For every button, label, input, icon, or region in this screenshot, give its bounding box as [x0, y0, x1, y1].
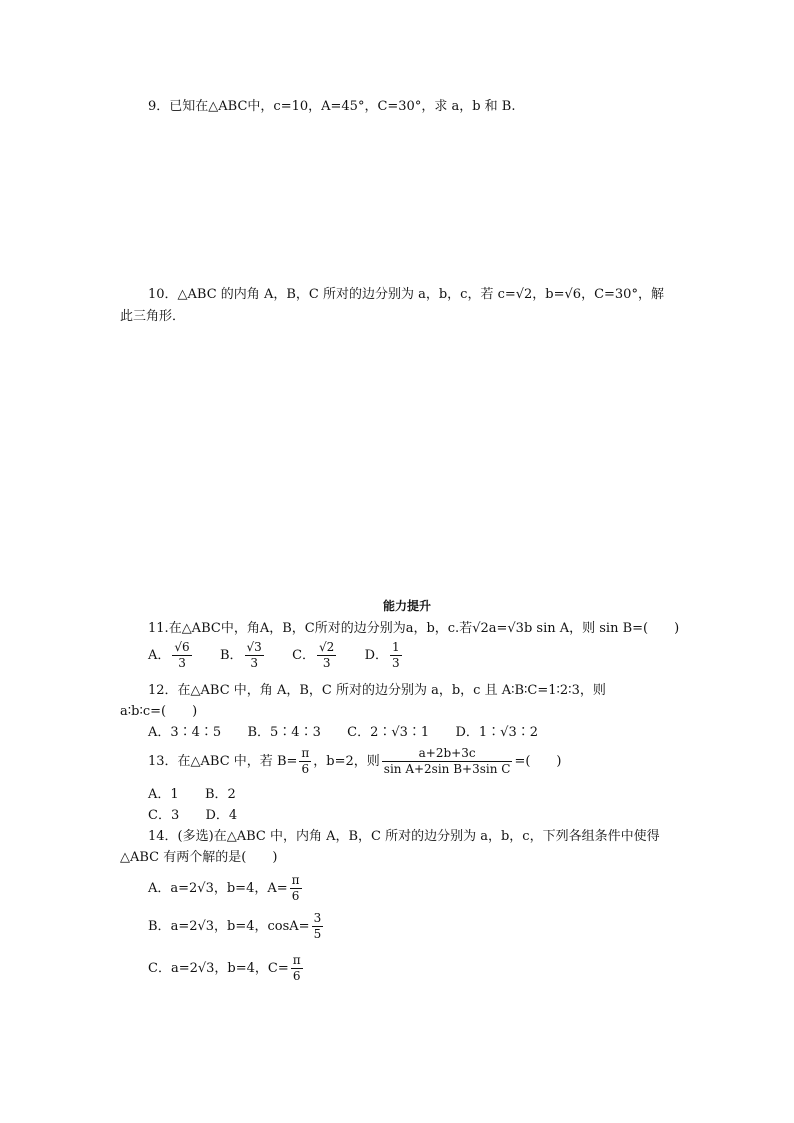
q13-fraction-den: sin A+2sin B+3sin C: [383, 762, 511, 777]
question-9-number: 9．: [148, 99, 170, 114]
q14-option-c-den: 6: [292, 969, 301, 984]
question-13-number: 13．: [148, 754, 178, 770]
q12-option-a[interactable]: A．3∶4∶5: [148, 725, 222, 740]
q11-option-b[interactable]: [219, 640, 270, 671]
q11-option-d[interactable]: [364, 640, 404, 671]
question-13-options-row2: [148, 809, 237, 822]
question-10-number: 10．: [148, 287, 178, 302]
q11-option-b-label: B．: [219, 648, 243, 664]
q11-option-c[interactable]: [292, 640, 342, 671]
q14-option-a-num: π: [290, 874, 302, 889]
q11-option-c-den: 3: [322, 656, 331, 671]
question-10-line2: 此三角形．: [120, 309, 186, 324]
question-14-line2: △ABC 有两个解的是( ): [120, 850, 278, 865]
q12-option-c[interactable]: C．2∶√3∶1: [347, 725, 430, 740]
q12-option-b[interactable]: B．5∶4∶3: [247, 725, 321, 740]
question-12-text: 在△ABC 中，角 A，B，C 所对的边分别为 a，b，c 且 A∶B∶C=1∶2∶3，则: [177, 683, 606, 698]
question-11-number: 11.: [148, 621, 169, 636]
q11-option-d-num: 1: [390, 641, 402, 656]
q13-option-c[interactable]: C．3: [148, 808, 180, 823]
question-14-text: (多选)在△ABC 中，内角 A，B，C 所对的边分别为 a，b，c，下列各组条件中使得: [177, 829, 660, 844]
q14-option-c-num: π: [291, 954, 303, 969]
question-13-stem-pre: 在△ABC 中，若 B=: [177, 754, 298, 770]
question-13-options-row1: [148, 788, 236, 801]
q11-option-c-num: √2: [317, 641, 336, 656]
q11-option-c-label: C．: [292, 648, 316, 664]
question-10-line1: [148, 288, 664, 301]
q14-option-c-label: C．: [148, 961, 171, 977]
q11-option-a[interactable]: [148, 640, 198, 671]
question-13-stem-post: =( ): [514, 754, 562, 770]
question-13: [148, 747, 562, 776]
q11-option-a-num: √6: [172, 641, 191, 656]
q13-option-d[interactable]: D．4: [205, 808, 238, 823]
question-11-stem: 在△ABC中，角A，B，C所对的边分别为a，b，c.若√2a=√3b sin A，则 sin B=( ): [168, 621, 680, 636]
q14-option-b[interactable]: [148, 912, 325, 941]
question-9-text: 已知在△ABC中，c=10，A=45°，C=30°，求 a，b 和 B.: [169, 99, 516, 114]
question-11: [148, 622, 679, 635]
question-14-line1: [148, 830, 660, 843]
q11-option-a-den: 3: [178, 656, 186, 671]
q13-option-a[interactable]: A．1: [148, 787, 179, 802]
q14-option-a-label: A．: [148, 881, 171, 897]
question-12-line2: a∶b∶c=( ): [120, 704, 198, 719]
question-13-stem-mid: ，b=2，则: [313, 754, 380, 770]
q11-option-d-den: 3: [392, 656, 400, 671]
q14-option-a-den: 6: [291, 889, 300, 904]
q11-option-d-label: D．: [364, 648, 389, 664]
q13-B-num: π: [299, 747, 311, 762]
q11-option-b-den: 3: [250, 656, 258, 671]
q14-option-a-text: a=2√3，b=4，A=: [170, 881, 288, 897]
q14-option-a[interactable]: [148, 874, 304, 903]
question-11-options: [148, 641, 404, 670]
question-12-number: 12．: [148, 683, 178, 698]
section-title: 能力提升: [383, 599, 432, 613]
q14-option-b-num: 3: [312, 912, 324, 927]
q12-option-d[interactable]: D．1∶√3∶2: [455, 725, 538, 740]
question-14-number: 14．: [148, 829, 178, 844]
question-12-line1: [148, 684, 606, 697]
q13-B-den: 6: [301, 762, 310, 777]
q14-option-b-text: a=2√3，b=4，cosA=: [170, 919, 310, 935]
q14-option-b-den: 5: [313, 927, 322, 942]
q14-option-c-text: a=2√3，b=4，C=: [170, 961, 289, 977]
q13-fraction-num: a+2b+3c: [382, 747, 513, 762]
question-12-options: [148, 726, 538, 739]
question-10-text: △ABC 的内角 A，B，C 所对的边分别为 a，b，c，若 c=√2，b=√6，C=30°，解: [177, 287, 664, 302]
q11-option-b-num: √3: [245, 641, 264, 656]
q13-option-b[interactable]: B．2: [204, 787, 236, 802]
q14-option-c[interactable]: [148, 954, 305, 983]
q14-option-b-label: B．: [148, 919, 171, 935]
q11-option-a-label: A．: [148, 648, 171, 664]
question-9: [148, 100, 515, 113]
